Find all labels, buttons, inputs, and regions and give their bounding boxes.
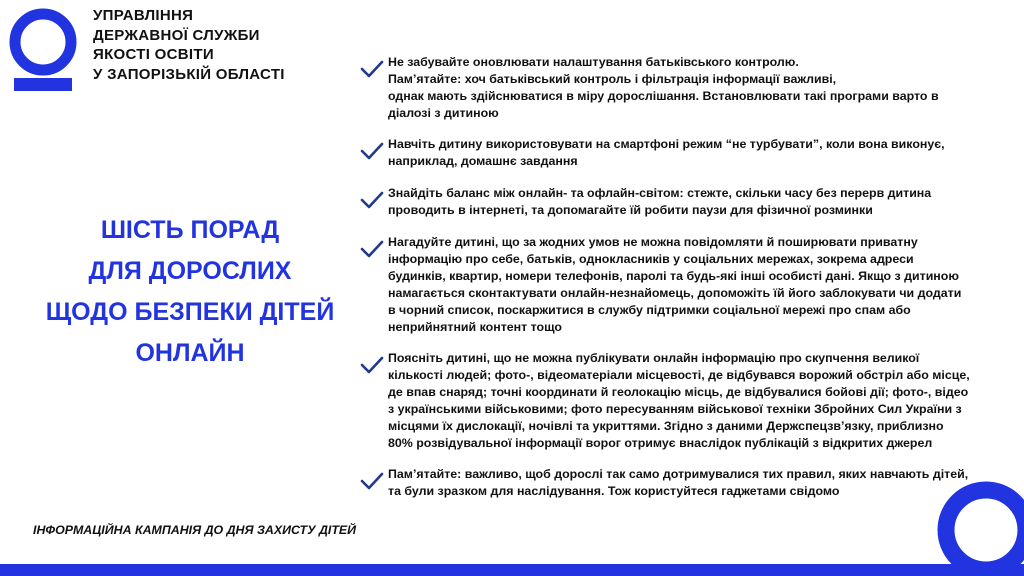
- tip-line: Навчіть дитину використовувати на смартфоні режим “не турбувати”, коли вона виконує,: [388, 137, 945, 151]
- tip-line: Нагадуйте дитині, що за жодних умов не можна повідомляти й поширювати приватну: [388, 235, 918, 249]
- checkmark-icon: [360, 356, 384, 374]
- decorative-ring-icon: [924, 466, 1024, 576]
- organization-name: [93, 6, 303, 84]
- tip-item: [360, 234, 968, 336]
- tip-item: [360, 350, 968, 452]
- title-line: ДЛЯ ДОРОСЛИХ: [88, 257, 292, 285]
- tip-line: де впав снаряд; точні координати й геолокацію місць, де відбувалися бойові дії; фото-, відео: [388, 385, 969, 399]
- tip-line: місцями їх дислокації, ночівлі та укриттями. Згідно з даними Держспецзв’язку, приблизно: [388, 419, 944, 433]
- tip-line: Поясніть дитині, що не можна публікувати онлайн інформацію про скупчення великої: [388, 351, 920, 365]
- tip-line: діалозі з дитиною: [388, 106, 499, 120]
- tip-line: Пам’ятайте: важливо, щоб дорослі так само дотримувалися тих правил, яких навчають дітей,: [388, 467, 969, 481]
- tip-line: Пам’ятайте: хоч батьківський контроль і фільтрація інформації важливі,: [388, 72, 837, 86]
- tip-text: [388, 185, 968, 219]
- checkmark-icon: [360, 191, 384, 209]
- checkmark-icon: [360, 240, 384, 258]
- tip-line: з українськими військовими; фото пересуванням військової техніки Збройних Сил України з: [388, 402, 962, 416]
- tip-text: [388, 350, 968, 452]
- tip-item: [360, 54, 968, 122]
- tip-item: [360, 136, 968, 170]
- tip-line: однак мають здійснюватися в міру дорослішання. Встановлювати такі програми варто в: [388, 89, 939, 103]
- title-line: ШІСТЬ ПОРАД: [100, 216, 280, 244]
- tip-item: [360, 466, 968, 500]
- page-title: [20, 210, 360, 374]
- org-line: ЯКОСТІ ОСВІТИ: [93, 46, 214, 63]
- org-line: УПРАВЛІННЯ: [93, 7, 194, 24]
- checkmark-icon: [360, 142, 384, 160]
- tip-item: [360, 185, 968, 219]
- bottom-accent-bar: [0, 564, 1024, 576]
- checkmark-icon: [360, 472, 384, 490]
- campaign-footer-text: ІНФОРМАЦІЙНА КАМПАНІЯ ДО ДНЯ ЗАХИСТУ ДІТЕЙ: [33, 523, 357, 537]
- title-line: ЩОДО БЕЗПЕКИ ДІТЕЙ: [45, 298, 335, 326]
- tip-line: будинків, квартир, номери телефонів, паролі та будь-які інші особисті дані. Якщо з дитиною: [388, 269, 959, 283]
- tip-text: [388, 136, 968, 170]
- org-line: ДЕРЖАВНОЇ СЛУЖБИ: [93, 26, 260, 44]
- org-line: У ЗАПОРІЗЬКІЙ ОБЛАСТІ: [93, 65, 285, 83]
- tip-line: проводить в інтернеті, та допомагайте їй робити паузи для фізичної розминки: [388, 203, 873, 217]
- tip-line: неприйнятний контент тощо: [388, 320, 562, 334]
- tip-text: [388, 54, 968, 122]
- organization-logo-icon: [6, 4, 80, 104]
- tip-text: [388, 466, 968, 500]
- tip-line: наприклад, домашнє завдання: [388, 154, 578, 168]
- tip-line: 80% розвідувальної інформації ворог отримує внаслідок публікацій з відкритих джерел: [388, 436, 933, 450]
- tip-text: [388, 234, 968, 336]
- tip-line: кількості людей; фото-, відеоматеріали місцевості, де відбувався ворожий обстріл або місце,: [388, 368, 970, 382]
- tips-list: [360, 54, 968, 500]
- tip-line: в чорний список, поскаржитися в службу підтримки соціальної мережі про спам або: [388, 303, 911, 317]
- title-line: ОНЛАЙН: [135, 339, 245, 367]
- tip-line: Знайдіть баланс між онлайн- та офлайн-світом: стежте, скільки часу без перерв дитина: [388, 186, 932, 200]
- tip-line: намагається сконтактувати онлайн-незнайомець, допоможіть їй його заблокувати чи додати: [388, 286, 962, 300]
- tip-line: Не забувайте оновлювати налаштування батьківського контролю.: [388, 55, 799, 69]
- tip-line: інформацію про себе, батьків, однокласників у соціальних мережах, зокрема адреси: [388, 252, 914, 266]
- tip-line: та були зразком для наслідування. Тож користуйтеся гаджетами свідомо: [388, 484, 840, 498]
- checkmark-icon: [360, 60, 384, 78]
